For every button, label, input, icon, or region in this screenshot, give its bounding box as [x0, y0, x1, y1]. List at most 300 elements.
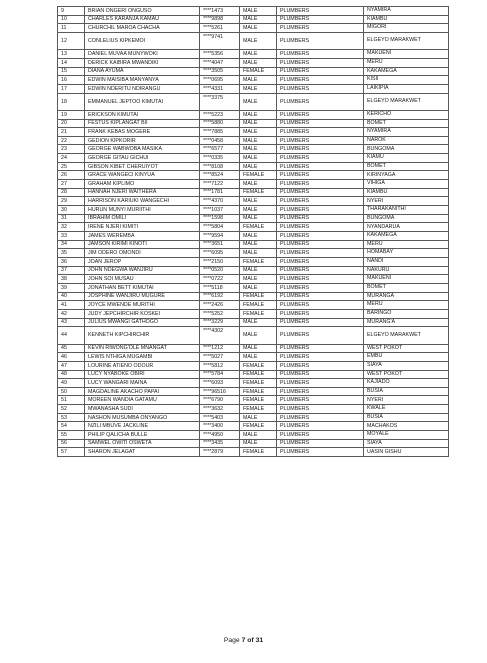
applicant-name-cell: GRAHAM KIPLIMO	[85, 180, 200, 189]
table-row	[58, 431, 449, 440]
applicant-name-cell: NZILI MBUVE JACKLINE	[85, 422, 200, 431]
row-number-cell: 57	[58, 448, 85, 457]
table-row	[58, 405, 449, 414]
id-number-cell: ****0520	[200, 266, 240, 275]
id-number-cell: ****6093	[200, 379, 240, 388]
trade-cell: PLUMBERS	[277, 180, 364, 189]
id-number-cell: ****2426	[200, 301, 240, 310]
gender-cell: MALE	[240, 344, 277, 353]
trade-cell: PLUMBERS	[277, 301, 364, 310]
applicant-name-cell: JIM ODERO OMONDI	[85, 249, 200, 258]
gender-cell: FEMALE	[240, 448, 277, 457]
id-number-cell: ****0458	[200, 136, 240, 145]
gender-cell: FEMALE	[240, 301, 277, 310]
applicant-name-cell: JOYCE MWENDE MURITHI	[85, 301, 200, 310]
gender-cell: MALE	[240, 84, 277, 93]
trade-cell: PLUMBERS	[277, 258, 364, 267]
applicant-name-cell: MWANASHA SUDI	[85, 405, 200, 414]
county-cell: BOMET	[364, 162, 449, 171]
row-number-cell: 11	[58, 24, 85, 33]
row-number-cell: 47	[58, 361, 85, 370]
county-cell: KERICHO	[364, 110, 449, 119]
table-row	[58, 448, 449, 457]
trade-cell: PLUMBERS	[277, 361, 364, 370]
row-number-cell: 27	[58, 180, 85, 189]
table-row	[58, 197, 449, 206]
trade-cell: PLUMBERS	[277, 448, 364, 457]
county-cell: EMBU	[364, 353, 449, 362]
county-cell: KAJIADO	[364, 379, 449, 388]
table-row	[58, 232, 449, 241]
table-row	[58, 396, 449, 405]
row-number-cell: 22	[58, 136, 85, 145]
id-number-cell: ****5027	[200, 353, 240, 362]
row-number-cell: 15	[58, 67, 85, 76]
page-number: 7	[241, 637, 246, 644]
applicant-name-cell: DANIEL MUVAA MUNYWOKI	[85, 50, 200, 59]
trade-cell: PLUMBERS	[277, 283, 364, 292]
table-row	[58, 283, 449, 292]
table-row	[58, 309, 449, 318]
table-row	[58, 439, 449, 448]
applicant-name-cell: CONLELIUS KIPKEMOI	[85, 32, 200, 49]
id-number-cell: ****6095	[200, 249, 240, 258]
county-cell: THARAKANITHI	[364, 206, 449, 215]
id-number-cell: ****7885	[200, 128, 240, 137]
county-cell: KIRINYAGA	[364, 171, 449, 180]
id-number-cell: ****1037	[200, 206, 240, 215]
table-row	[58, 15, 449, 24]
applicant-name-cell: JOHN NDEGWA WANJIRU	[85, 266, 200, 275]
county-cell: MOYALE	[364, 431, 449, 440]
trade-cell: PLUMBERS	[277, 93, 364, 110]
table-row	[58, 258, 449, 267]
row-number-cell: 30	[58, 206, 85, 215]
id-number-cell: ****5804	[200, 223, 240, 232]
county-cell: MAKUENI	[364, 275, 449, 284]
gender-cell: MALE	[240, 180, 277, 189]
table-row	[58, 214, 449, 223]
row-number-cell: 33	[58, 232, 85, 241]
applicant-name-cell: JOHN SOI MUSAU	[85, 275, 200, 284]
gender-cell: FEMALE	[240, 379, 277, 388]
county-cell: KIAMBU	[364, 188, 449, 197]
applicant-name-cell: EDWIN MAISIBA MANYANYA	[85, 76, 200, 85]
applicant-name-cell: JOSPHINE WANJIRU MUGURE	[85, 292, 200, 301]
applicant-name-cell: JOAN JEROP	[85, 258, 200, 267]
trade-cell: PLUMBERS	[277, 327, 364, 344]
gender-cell: FEMALE	[240, 223, 277, 232]
applicant-name-cell: KEVIN RIWONG'OLE MNANGAT	[85, 344, 200, 353]
gender-cell: FEMALE	[240, 387, 277, 396]
county-cell: ELGEYO MARAKWET	[364, 93, 449, 110]
id-number-cell: ****0722	[200, 275, 240, 284]
county-cell: NAROK	[364, 136, 449, 145]
table-row	[58, 206, 449, 215]
applicant-name-cell: BRIAN ONGERI ONGUSO	[85, 7, 200, 16]
table-row	[58, 266, 449, 275]
gender-cell: MALE	[240, 206, 277, 215]
trade-cell: PLUMBERS	[277, 128, 364, 137]
row-number-cell: 41	[58, 301, 85, 310]
gender-cell: MALE	[240, 353, 277, 362]
gender-cell: MALE	[240, 283, 277, 292]
table-row	[58, 58, 449, 67]
trade-cell: PLUMBERS	[277, 188, 364, 197]
id-number-cell: ****6192	[200, 292, 240, 301]
row-number-cell: 53	[58, 413, 85, 422]
gender-cell: FEMALE	[240, 396, 277, 405]
table-row	[58, 387, 449, 396]
applicant-name-cell: DERICK KAIBIRA MWANDIKI	[85, 58, 200, 67]
gender-cell: MALE	[240, 15, 277, 24]
gender-cell: MALE	[240, 58, 277, 67]
trade-cell: PLUMBERS	[277, 309, 364, 318]
row-number-cell: 20	[58, 119, 85, 128]
gender-cell: MALE	[240, 76, 277, 85]
id-number-cell: ****1473	[200, 7, 240, 16]
county-cell: KAKAMEGA	[364, 67, 449, 76]
row-number-cell: 42	[58, 309, 85, 318]
county-cell: WEST POKOT	[364, 370, 449, 379]
id-number-cell: ****5403	[200, 413, 240, 422]
row-number-cell: 14	[58, 58, 85, 67]
applicant-name-cell: EMMANUEL JEPTOO KIMUTAI	[85, 93, 200, 110]
table-row	[58, 110, 449, 119]
table-row	[58, 240, 449, 249]
county-cell: MAKUENI	[364, 50, 449, 59]
county-cell: MIGORI	[364, 24, 449, 33]
county-cell: SIAYA	[364, 439, 449, 448]
table-row	[58, 136, 449, 145]
county-cell: ELGEYO MARAKWET	[364, 327, 449, 344]
gender-cell: FEMALE	[240, 188, 277, 197]
applicant-name-cell: GRACE WANGECI KINYUA	[85, 171, 200, 180]
applicant-name-cell: NASHON MUSUMBA ONYANGO	[85, 413, 200, 422]
applicant-name-cell: JUDY JEPCHIRCHIR KOSKEI	[85, 309, 200, 318]
applicant-name-cell: JAMES WEREMBA	[85, 232, 200, 241]
county-cell: BUSIA	[364, 413, 449, 422]
county-cell: KIAMU	[364, 154, 449, 163]
id-number-cell: ****0695	[200, 76, 240, 85]
table-row	[58, 67, 449, 76]
id-number-cell: ****5118	[200, 283, 240, 292]
table-row	[58, 32, 449, 49]
applicant-name-cell: LUCY WANGARI MAINA	[85, 379, 200, 388]
id-number-cell: ****4302	[200, 327, 240, 344]
county-cell: KIAMBU	[364, 15, 449, 24]
table-row	[58, 84, 449, 93]
table-row	[58, 413, 449, 422]
county-cell: WEST POKOT	[364, 344, 449, 353]
applicants-table	[57, 6, 449, 457]
id-number-cell: ****1212	[200, 344, 240, 353]
row-number-cell: 25	[58, 162, 85, 171]
row-number-cell: 45	[58, 344, 85, 353]
county-cell: BOMET	[364, 283, 449, 292]
trade-cell: PLUMBERS	[277, 110, 364, 119]
trade-cell: PLUMBERS	[277, 206, 364, 215]
footer-prefix: Page	[223, 637, 242, 644]
id-number-cell: ****6790	[200, 396, 240, 405]
table-row	[58, 188, 449, 197]
table-row	[58, 275, 449, 284]
county-cell: KWALE	[364, 405, 449, 414]
table-row	[58, 344, 449, 353]
id-number-cell: ****9741	[200, 32, 240, 49]
row-number-cell: 29	[58, 197, 85, 206]
applicant-name-cell: GEDION KIPKORIR	[85, 136, 200, 145]
gender-cell: FEMALE	[240, 361, 277, 370]
id-number-cell: ****4331	[200, 84, 240, 93]
table-body	[58, 7, 449, 457]
applicant-name-cell: DIANA AYUMA	[85, 67, 200, 76]
page-footer	[0, 637, 487, 644]
row-number-cell: 23	[58, 145, 85, 154]
row-number-cell: 35	[58, 249, 85, 258]
id-number-cell: ****9898	[200, 15, 240, 24]
gender-cell: FEMALE	[240, 309, 277, 318]
trade-cell: PLUMBERS	[277, 240, 364, 249]
row-number-cell: 54	[58, 422, 85, 431]
gender-cell: MALE	[240, 32, 277, 49]
gender-cell: MALE	[240, 50, 277, 59]
row-number-cell: 39	[58, 283, 85, 292]
trade-cell: PLUMBERS	[277, 439, 364, 448]
county-cell: KAKAMEGA	[364, 232, 449, 241]
table-row	[58, 318, 449, 327]
id-number-cell: ****5784	[200, 370, 240, 379]
gender-cell: MALE	[240, 128, 277, 137]
row-number-cell: 40	[58, 292, 85, 301]
table-row	[58, 145, 449, 154]
gender-cell: MALE	[240, 110, 277, 119]
gender-cell: FEMALE	[240, 422, 277, 431]
county-cell: MERU	[364, 58, 449, 67]
county-cell: VIHIGA	[364, 180, 449, 189]
trade-cell: PLUMBERS	[277, 50, 364, 59]
gender-cell: MALE	[240, 249, 277, 258]
row-number-cell: 18	[58, 93, 85, 110]
table-row	[58, 76, 449, 85]
id-number-cell: ****6577	[200, 145, 240, 154]
applicant-name-cell: GEORGE WABWOBA MASIKA	[85, 145, 200, 154]
row-number-cell: 19	[58, 110, 85, 119]
gender-cell: MALE	[240, 197, 277, 206]
gender-cell: MALE	[240, 266, 277, 275]
gender-cell: MALE	[240, 154, 277, 163]
applicant-name-cell: EDWIN NDERITU NDIRANGU	[85, 84, 200, 93]
trade-cell: PLUMBERS	[277, 405, 364, 414]
gender-cell: FEMALE	[240, 292, 277, 301]
row-number-cell: 9	[58, 7, 85, 16]
trade-cell: PLUMBERS	[277, 197, 364, 206]
trade-cell: PLUMBERS	[277, 7, 364, 16]
trade-cell: PLUMBERS	[277, 344, 364, 353]
trade-cell: PLUMBERS	[277, 387, 364, 396]
table-row	[58, 370, 449, 379]
id-number-cell: ****3505	[200, 67, 240, 76]
applicant-name-cell: SHARON JELAGAT	[85, 448, 200, 457]
table-row	[58, 379, 449, 388]
county-cell: MACHAKOS	[364, 422, 449, 431]
table-row	[58, 327, 449, 344]
row-number-cell: 34	[58, 240, 85, 249]
trade-cell: PLUMBERS	[277, 275, 364, 284]
table-row	[58, 223, 449, 232]
county-cell: BOMET	[364, 119, 449, 128]
gender-cell: MALE	[240, 119, 277, 128]
table-row	[58, 119, 449, 128]
trade-cell: PLUMBERS	[277, 292, 364, 301]
row-number-cell: 26	[58, 171, 85, 180]
applicant-name-cell: HURUN MUNYI MURIITHI	[85, 206, 200, 215]
county-cell: NYAMIRA	[364, 7, 449, 16]
id-number-cell: ****3229	[200, 318, 240, 327]
row-number-cell: 43	[58, 318, 85, 327]
id-number-cell: ****5356	[200, 50, 240, 59]
row-number-cell: 21	[58, 128, 85, 137]
row-number-cell: 31	[58, 214, 85, 223]
row-number-cell: 37	[58, 266, 85, 275]
applicant-name-cell: IBRAHIM OMILI	[85, 214, 200, 223]
trade-cell: PLUMBERS	[277, 162, 364, 171]
table-row	[58, 128, 449, 137]
table-row	[58, 353, 449, 362]
row-number-cell: 28	[58, 188, 85, 197]
county-cell: NYERI	[364, 197, 449, 206]
applicant-name-cell: GEORGE GITAU GICHUI	[85, 154, 200, 163]
trade-cell: PLUMBERS	[277, 145, 364, 154]
id-number-cell: ****4950	[200, 431, 240, 440]
id-number-cell: ****4370	[200, 197, 240, 206]
gender-cell: MALE	[240, 7, 277, 16]
row-number-cell: 32	[58, 223, 85, 232]
id-number-cell: ****8524	[200, 171, 240, 180]
id-number-cell: ****3400	[200, 422, 240, 431]
county-cell: BUSIA	[364, 387, 449, 396]
applicant-name-cell: MAGDALINE AKACHO PAPAI	[85, 387, 200, 396]
county-cell: UASIN GISHU	[364, 448, 449, 457]
row-number-cell: 48	[58, 370, 85, 379]
row-number-cell: 51	[58, 396, 85, 405]
county-cell: MURANGA	[364, 292, 449, 301]
applicant-name-cell: CHURCHIL MAROA CHACHA	[85, 24, 200, 33]
id-number-cell: ****9594	[200, 232, 240, 241]
trade-cell: PLUMBERS	[277, 396, 364, 405]
trade-cell: PLUMBERS	[277, 76, 364, 85]
table-row	[58, 180, 449, 189]
applicant-name-cell: IRENE NJERI KIMITI	[85, 223, 200, 232]
row-number-cell: 52	[58, 405, 85, 414]
gender-cell: FEMALE	[240, 405, 277, 414]
trade-cell: PLUMBERS	[277, 84, 364, 93]
id-number-cell: ****2150	[200, 258, 240, 267]
applicant-name-cell: HARRISON KARIUKI WANGECHI	[85, 197, 200, 206]
gender-cell: MALE	[240, 327, 277, 344]
id-number-cell: ****5223	[200, 110, 240, 119]
gender-cell: FEMALE	[240, 67, 277, 76]
trade-cell: PLUMBERS	[277, 119, 364, 128]
trade-cell: PLUMBERS	[277, 214, 364, 223]
id-number-cell: ****5252	[200, 309, 240, 318]
applicant-name-cell: ERICKSON KIMUTAI	[85, 110, 200, 119]
applicant-name-cell: JAMSON KIRIMI KINOTI	[85, 240, 200, 249]
row-number-cell: 50	[58, 387, 85, 396]
table-row	[58, 301, 449, 310]
gender-cell: MALE	[240, 145, 277, 154]
id-number-cell: ****0335	[200, 154, 240, 163]
trade-cell: PLUMBERS	[277, 266, 364, 275]
trade-cell: PLUMBERS	[277, 136, 364, 145]
row-number-cell: 44	[58, 327, 85, 344]
id-number-cell: ****8108	[200, 162, 240, 171]
applicant-name-cell: KENNETH KIPCHIRCHIR	[85, 327, 200, 344]
applicant-name-cell: PHILIP QALICHA BULLE	[85, 431, 200, 440]
id-number-cell: ****4047	[200, 58, 240, 67]
row-number-cell: 13	[58, 50, 85, 59]
trade-cell: PLUMBERS	[277, 67, 364, 76]
row-number-cell: 56	[58, 439, 85, 448]
applicant-name-cell: JULIUS MWANGI GATHOGO	[85, 318, 200, 327]
row-number-cell: 12	[58, 32, 85, 49]
county-cell: ELGEYO MARAKWET	[364, 32, 449, 49]
table-row	[58, 361, 449, 370]
county-cell: NAKURU	[364, 266, 449, 275]
applicant-name-cell: LUCY NYABOKE OBIRI	[85, 370, 200, 379]
trade-cell: PLUMBERS	[277, 370, 364, 379]
trade-cell: PLUMBERS	[277, 422, 364, 431]
applicant-name-cell: LEWIS NTHIGA MUGAMBI	[85, 353, 200, 362]
trade-cell: PLUMBERS	[277, 223, 364, 232]
gender-cell: MALE	[240, 318, 277, 327]
gender-cell: MALE	[240, 240, 277, 249]
county-cell: BARINGO	[364, 309, 449, 318]
applicant-name-cell: CHARLES KARANJA KAMAU	[85, 15, 200, 24]
trade-cell: PLUMBERS	[277, 58, 364, 67]
county-cell: MERU	[364, 240, 449, 249]
county-cell: LAIKIPIA	[364, 84, 449, 93]
county-cell: NANDI	[364, 258, 449, 267]
trade-cell: PLUMBERS	[277, 431, 364, 440]
gender-cell: MALE	[240, 232, 277, 241]
county-cell: MERU	[364, 301, 449, 310]
table-row	[58, 50, 449, 59]
table-row	[58, 249, 449, 258]
trade-cell: PLUMBERS	[277, 318, 364, 327]
table-row	[58, 171, 449, 180]
gender-cell: FEMALE	[240, 370, 277, 379]
county-cell: MURANG'A	[364, 318, 449, 327]
trade-cell: PLUMBERS	[277, 32, 364, 49]
table-row	[58, 154, 449, 163]
gender-cell: MALE	[240, 93, 277, 110]
row-number-cell: 38	[58, 275, 85, 284]
row-number-cell: 36	[58, 258, 85, 267]
gender-cell: MALE	[240, 439, 277, 448]
gender-cell: FEMALE	[240, 258, 277, 267]
table-row	[58, 292, 449, 301]
trade-cell: PLUMBERS	[277, 353, 364, 362]
county-cell: NYAMIRA	[364, 128, 449, 137]
gender-cell: MALE	[240, 275, 277, 284]
id-number-cell: ****1781	[200, 188, 240, 197]
id-number-cell: ****1598	[200, 214, 240, 223]
trade-cell: PLUMBERS	[277, 171, 364, 180]
applicant-name-cell: FRANK KEBAS MOGERE	[85, 128, 200, 137]
applicant-name-cell: HANNAH NJERI WAITHERA	[85, 188, 200, 197]
trade-cell: PLUMBERS	[277, 24, 364, 33]
